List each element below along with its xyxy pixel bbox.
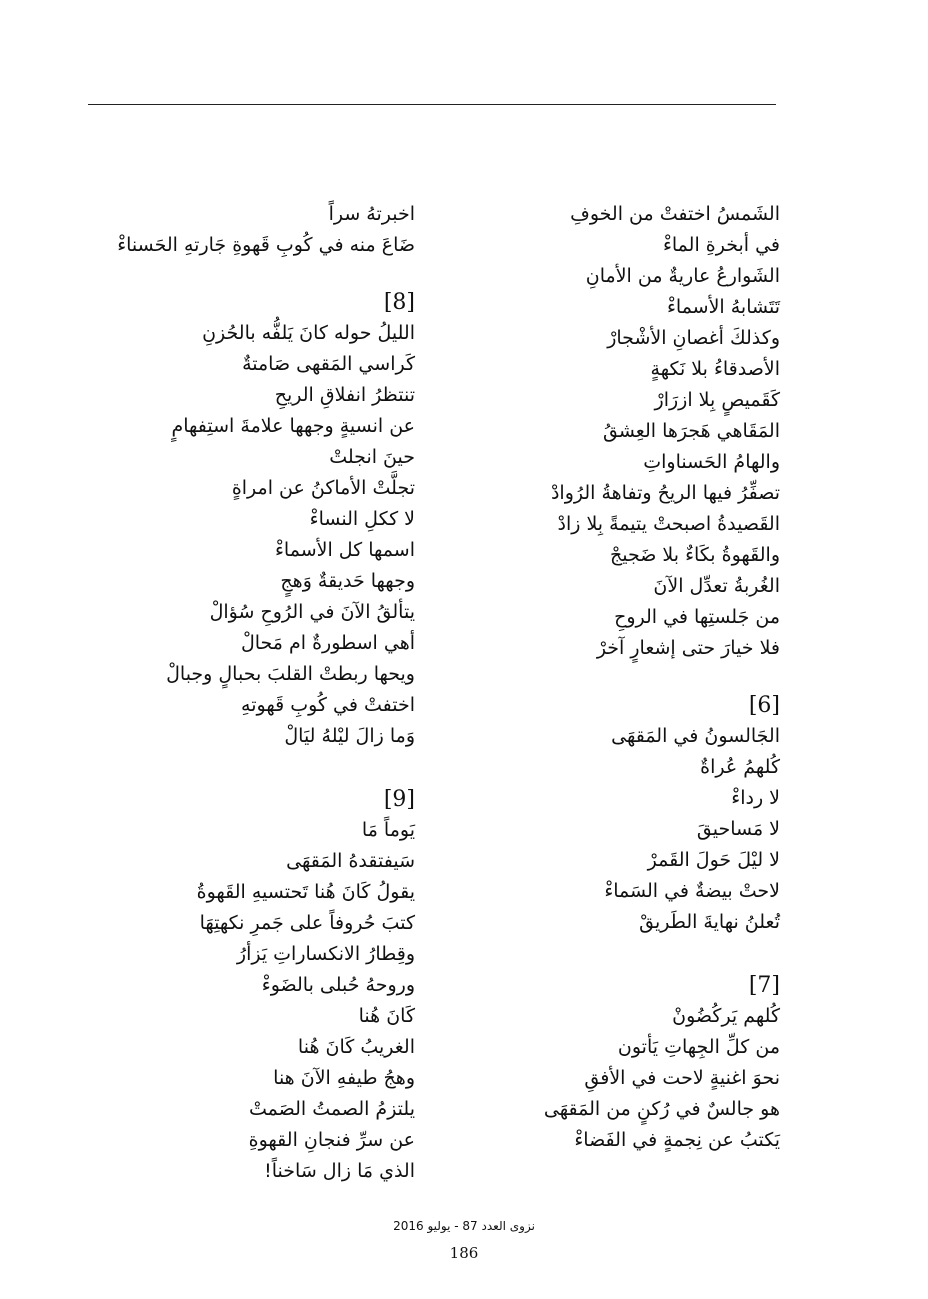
verse-line: الشَوارعُ عاريةٌ من الأمانِ (585, 265, 780, 287)
verse-line: سَيفتقدهُ المَقهَى (286, 850, 415, 872)
verse-line: حينَ انجلتْ (329, 446, 415, 468)
verse-line: عن سرِّ فنجانِ القهوةِ (248, 1129, 415, 1151)
stanza-continued (117, 199, 415, 261)
stanza-opening (544, 199, 780, 664)
verse-line: لا رداءْ (731, 787, 780, 809)
verse-line: الذي مَا زال سَاخناً! (264, 1160, 415, 1182)
verse-line: في أبخرةِ الماءْ (662, 234, 780, 256)
section-number-8: [8] (383, 290, 415, 315)
verse-line: كَقَميصٍ بِلا ازرَارْ (654, 389, 780, 411)
verse-line: وقِطارُ الانكساراتِ يَزأرُ (236, 943, 415, 965)
verse-line: يلتزمُ الصمتُ الصَمتْ (248, 1098, 415, 1120)
verse-line: ويحها ربطتْ القلبَ بحبالٍ وجبالْ (166, 663, 415, 685)
poem-column-left (117, 199, 415, 1187)
verse-line: القَصيدةُ اصبحتْ يتيمةً بِلا زادْ (557, 513, 780, 535)
verse-line: والقَهوةُ بكَاءٌ بلا ضَجيجْ (609, 544, 780, 566)
verse-line: لا مَساحيقَ (696, 818, 780, 840)
verse-line: لا ككلِ النساءْ (309, 508, 415, 530)
verse-line: تنتظرُ انفلاقِ الريحِ (274, 384, 415, 406)
verse-line: اخبرتهُ سراً (328, 203, 415, 225)
page-number: 186 (449, 1244, 479, 1262)
verse-line: الغُربةُ تعدِّل الآنَ (653, 575, 780, 597)
poem-column-right (544, 199, 780, 1156)
verse-line: يَكتبُ عن نِجمةٍ في الفَضاءْ (574, 1129, 780, 1151)
stanza-9 (117, 815, 415, 1187)
verse-line: كَراسي المَقهى صَامتةٌ (242, 353, 415, 375)
verse-line: أهي اسطورةٌ ام مَحالْ (240, 632, 415, 654)
verse-line: هو جالسٌ في رُكنٍ من المَقهَى (543, 1098, 780, 1120)
verse-line: من كلِّ الجِهاتِ يَأتون (617, 1036, 780, 1058)
verse-line: الشَمسُ اختفتْ من الخوفِ (570, 203, 780, 225)
header-rule (88, 104, 776, 105)
section-number-6: [6] (748, 693, 780, 718)
verse-line: فلا خيارَ حتى إشعارٍ آخرْ (596, 637, 780, 659)
verse-line: وروحهُ حُبلى بالضَوءْ (261, 974, 415, 996)
verse-line: عن انسيةٍ وجهها علامةَ استِفهامٍ (171, 415, 415, 437)
stanza-6 (544, 721, 780, 938)
verse-line: تصفِّرُ فيها الريحُ وتفاهةُ الرُوادْ (550, 482, 780, 504)
verse-line: كُلهمُ عُراةٌ (700, 756, 780, 778)
verse-line: لاحتْ بيضةٌ في السَماءْ (604, 880, 780, 902)
verse-line: وجهها حَديقةٌ وَهجٍ (280, 570, 415, 592)
verse-line: يتألقُ الآنَ في الرُوحِ سُؤالْ (209, 601, 415, 623)
verse-line: تجلَّتْ الأماكنُ عن امراةٍ (231, 477, 415, 499)
verse-line: كُلهم يَركُضُونْ (672, 1005, 780, 1027)
verse-line: وَما زالَ ليْلهُ ليَالْ (284, 725, 415, 747)
verse-line: وكذلكَ أغصانِ الأشْجارْ (607, 327, 780, 349)
verse-line: والهامُ الحَسناواتِ (643, 451, 780, 473)
verse-line: الليلُ حوله كانَ يَلفُّه بالحُزنِ (202, 322, 415, 344)
verse-line: الجَالسونُ في المَقهَى (611, 725, 780, 747)
verse-line: اختفتْ في كُوبِ قَهوتهِ (241, 694, 415, 716)
section-number-9: [9] (383, 787, 415, 812)
verse-line: اسمها كل الأسماءْ (275, 539, 415, 561)
verse-line: وهجُ طيفهِ الآنَ هنا (273, 1067, 415, 1089)
verse-line: ضَاعَ منه في كُوبِ قَهوةِ جَارتهِ الحَسناءْ (117, 234, 415, 256)
footer-issue-info: نزوى العدد 87 - يوليو 2016 (393, 1219, 535, 1233)
verse-line: نحوَ اغنيةٍ لاحت في الأفقِ (584, 1067, 780, 1089)
verse-line: كتبَ حُروفاً على جَمرِ نكهتِهَا (199, 912, 415, 934)
verse-line: من جَلستِها في الروحِ (614, 606, 780, 628)
section-number-7: [7] (748, 973, 780, 998)
verse-line: يَوماً مَا (361, 819, 415, 841)
verse-line: يقولُ كَانَ هُنا تَحتسيهِ القَهوةُ (196, 881, 415, 903)
verse-line: الغريبُ كَانَ هُنا (297, 1036, 415, 1058)
verse-line: المَقَاهي هَجرَها العِشقُ (603, 420, 780, 442)
verse-line: كَانَ هُنا (358, 1005, 415, 1027)
verse-line: تَتَشابهُ الأسماءْ (666, 296, 780, 318)
stanza-7 (544, 1001, 780, 1156)
stanza-8 (117, 318, 415, 752)
verse-line: الأصدقاءُ بلا نَكهةٍ (650, 358, 780, 380)
verse-line: لا ليْلَ حَولَ القَمرْ (647, 849, 780, 871)
verse-line: تُعلنُ نهايةَ الطَريقْ (639, 911, 780, 933)
